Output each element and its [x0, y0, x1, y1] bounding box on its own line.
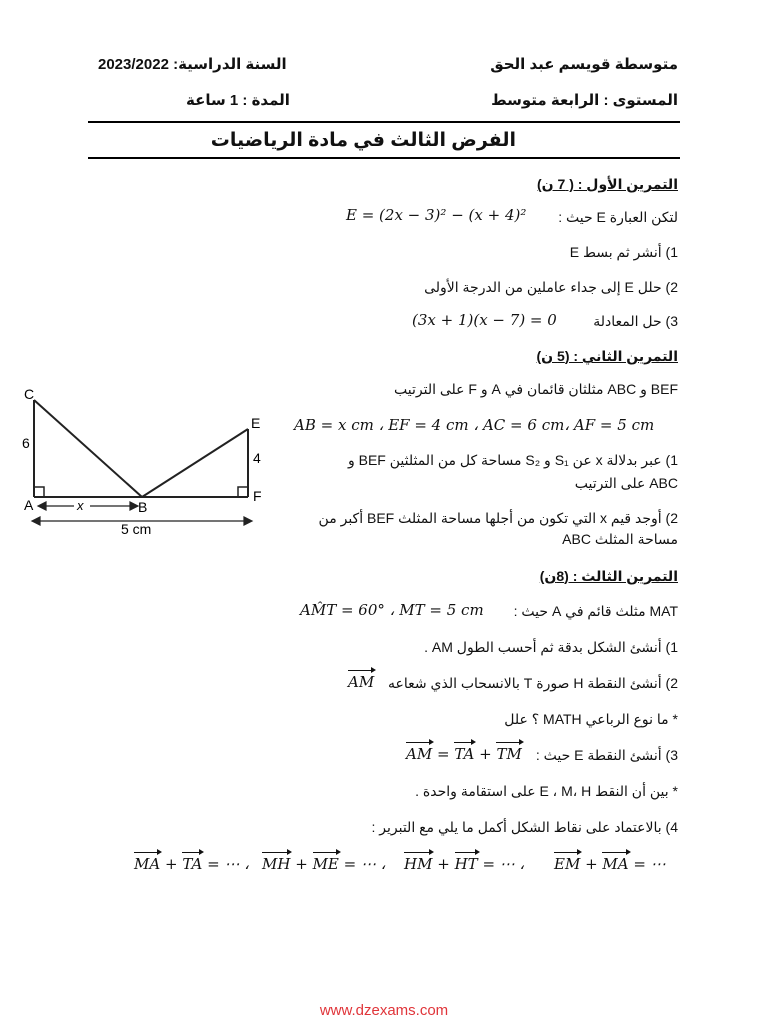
level: المستوى : الرابعة متوسط: [491, 92, 678, 109]
vec-me-2: ME: [312, 855, 339, 873]
arrowhead-ab-right: [130, 502, 138, 510]
label-b: B: [138, 499, 148, 515]
school-name: متوسطة قويسم عبد الحق: [490, 56, 678, 73]
ex1-intro: لتكن العبارة E حيث :: [558, 209, 678, 225]
ex3-intro-math: AM̂T = 60° ، MT = 5 cm: [300, 601, 484, 619]
ex1-expression: E = (2x − 3)² − (x + 4)²: [346, 206, 527, 224]
dots-4: = ⋯: [633, 855, 666, 873]
dots-3: = ⋯: [482, 855, 515, 873]
arrowhead-ab-left: [38, 502, 46, 510]
ex2-q2-line1: 2) أوجد قيم x التي تكون من أجلها مساحة المثلث BEF أكبر من: [318, 510, 678, 526]
ex3-q3: 3) أنشئ النقطة E حيث :: [535, 747, 678, 763]
ex2-q1-line1: 1) عبر بدلالة x عن S₁ و S₂ مساحة كل من المثلثين BEF و: [347, 452, 678, 468]
vec-ma-1: MA: [134, 855, 161, 873]
arrowhead-af-left: [32, 517, 40, 525]
side-be: [142, 429, 248, 497]
ex3-q2-vector: [348, 673, 374, 691]
ex2-intro: BEF و ABC مثلثان قائمان في A و F على الترتيب: [394, 381, 678, 397]
vector-ta-eq: TA: [454, 745, 475, 763]
ex1-q3-equation: (3x + 1)(x − 7) = 0: [412, 311, 557, 329]
vec-ta-1: TA: [182, 855, 203, 873]
ex1-q2: 2) حلل E إلى جداء عاملين من الدرجة الأولى: [424, 279, 678, 295]
ex2-data-line: AB = x cm ، EF = 4 cm ، AC = 6 cm، AF = 5 cm: [294, 416, 655, 434]
duration: المدة : 1 ساعة: [186, 92, 290, 109]
ex1-q3: 3) حل المعادلة: [593, 313, 678, 329]
ex2-q2-line2: مساحة المثلث ABC: [562, 531, 678, 547]
vector-am: AM: [348, 673, 375, 691]
side-cb: [34, 400, 142, 497]
label-f: F: [253, 488, 262, 504]
arrowhead-af-right: [244, 517, 252, 525]
ex1-q1: 1) أنشر ثم بسط E: [569, 244, 678, 260]
vec-ma-4: MA: [602, 855, 629, 873]
vec-hm-3: HM: [404, 855, 433, 873]
triangles-figure: [18, 384, 278, 544]
ex3-heading: التمرين الثالث : (8ن): [539, 568, 678, 584]
vec-ht-3: HT: [454, 855, 478, 873]
vector-tm-eq: TM: [496, 745, 522, 763]
ex3-q2: 2) أنشئ النقطة H صورة T بالانسحاب الذي شعاعه: [388, 675, 678, 691]
label-e: E: [251, 415, 261, 431]
ex3-q4-item-4: EM + MA = ⋯: [554, 855, 666, 873]
vec-em-4: EM: [554, 855, 581, 873]
dots-1: = ⋯: [207, 855, 240, 873]
ex3-q3b: * بين أن النقط E ، M، H على استقامة واحدة .: [415, 783, 678, 799]
ex3-intro: MAT مثلث قائم في A حيث :: [513, 603, 678, 619]
footer-link[interactable]: www.dzexams.com: [319, 1002, 449, 1019]
school-year: السنة الدراسية: 2023/2022: [98, 56, 287, 73]
ex1-heading: التمرين الأول : ( 7 ن): [537, 176, 678, 192]
label-ac: 6: [22, 435, 30, 451]
title-bottom-rule: [88, 157, 680, 159]
ex3-q2b: * ما نوع الرباعي MATH ؟ علل: [504, 711, 678, 727]
label-ef: 4: [253, 450, 261, 466]
ex3-q4-item-2: MH + ME = ⋯ ،: [262, 855, 386, 873]
vector-am-eq: AM: [406, 745, 433, 763]
title-top-rule: [88, 121, 680, 123]
ex3-q4: 4) بالاعتماد على نقاط الشكل أكمل ما يلي مع التبرير :: [371, 819, 678, 835]
ex3-q3-equation: AM = TA + TM: [406, 745, 522, 763]
label-c: C: [24, 386, 35, 402]
label-ab: x: [77, 498, 84, 513]
ex3-q1: 1) أنشئ الشكل بدقة ثم أحسب الطول AM .: [424, 639, 678, 655]
right-angle-f: [238, 487, 248, 497]
vec-mh-2: MH: [262, 855, 291, 873]
ex2-heading: التمرين الثاني : (5 ن): [536, 348, 678, 364]
ex3-q4-item-1: MA + TA = ⋯ ،: [134, 855, 250, 873]
right-angle-a: [34, 487, 44, 497]
page-title: الفرض الثالث في مادة الرياضيات: [210, 130, 516, 151]
dots-2: = ⋯: [343, 855, 376, 873]
label-af: 5 cm: [121, 521, 152, 537]
ex2-q1-line2: ABC على الترتيب: [574, 475, 678, 491]
ex3-q4-item-3: HM + HT = ⋯ ،: [404, 855, 525, 873]
label-a: A: [24, 497, 34, 513]
